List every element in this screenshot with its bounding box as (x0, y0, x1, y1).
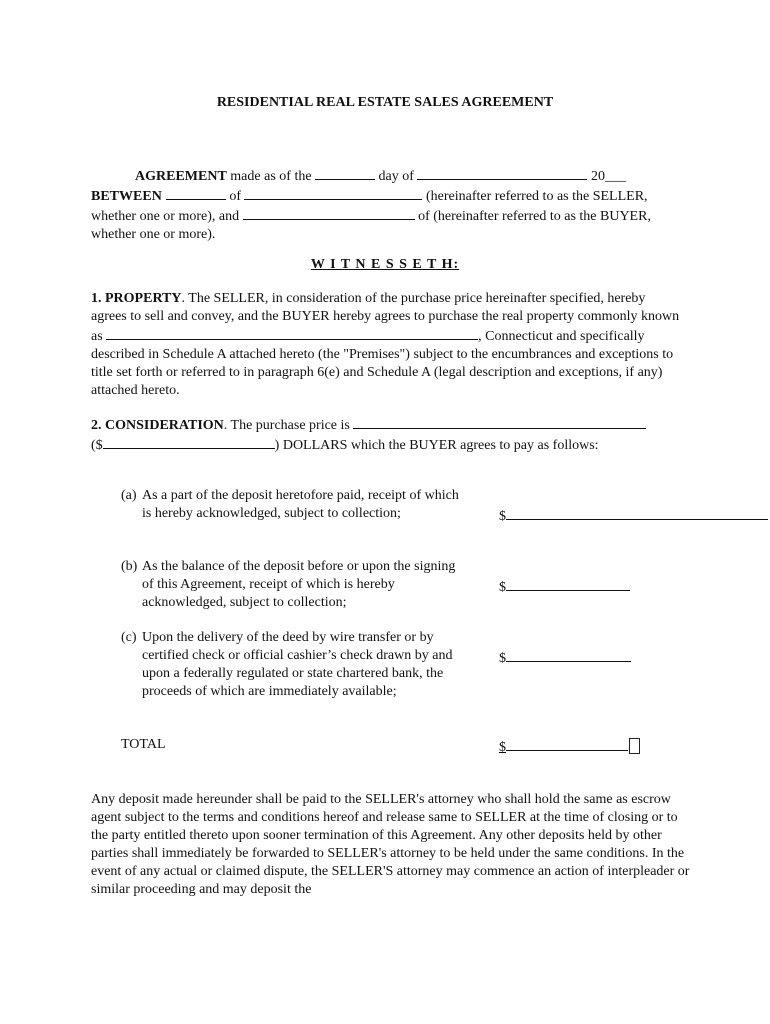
seller-address-blank[interactable] (244, 186, 422, 200)
month-blank[interactable] (417, 166, 587, 180)
amount-total: $ (499, 736, 640, 757)
seller-name-blank[interactable] (166, 186, 226, 200)
payment-item-b: (b) As the balance of the deposit before or upon the signing of this Agreement, receipt of which is hereby acknowledged, subject to collection; (121, 559, 456, 610)
amount-c: $ (499, 647, 631, 668)
between-label: BETWEEN (91, 189, 162, 204)
amount-total-blank[interactable] (506, 736, 628, 751)
property-address-blank[interactable] (106, 326, 478, 340)
consideration-heading: 2. CONSIDERATION (91, 418, 224, 433)
amount-a-blank[interactable] (506, 505, 768, 520)
checkbox-icon[interactable] (629, 738, 640, 754)
total-label: TOTAL (121, 737, 166, 752)
purchase-price-words-blank[interactable] (353, 415, 646, 429)
amount-c-blank[interactable] (506, 647, 631, 662)
property-paragraph: 1. PROPERTY. The SELLER, in consideration of the purchase price hereinafter specified, hereby agrees to sell and convey, and the BUYER hereby agrees to purchase the real property commonly known as , Connecticut and specifically described in Schedule A attached hereto (the "Premises") subject to the encumbrances and exceptions to title set forth or referred to in paragraph 6(e) and Schedule A (legal description and exceptions, if any) attached hereto. (91, 291, 680, 398)
consideration-paragraph: 2. CONSIDERATION. The purchase price is ($ ) DOLLARS which the BUYER agrees to pay as follows: (91, 415, 681, 455)
amount-b: $ (499, 576, 630, 597)
amount-a: $ (499, 505, 768, 526)
document-title: RESIDENTIAL REAL ESTATE SALES AGREEMENT (216, 95, 554, 110)
witnesseth-heading: W I T N E S S E T H: (310, 257, 460, 272)
agreement-lead: AGREEMENT (135, 169, 227, 184)
agreement-paragraph: AGREEMENT made as of the day of 20___ BETWEEN of (hereinafter referred to as the SELLER, whether one or more), and of (hereinafter referred to as the BUYER, whether one or more). (91, 166, 681, 244)
buyer-name-blank[interactable] (243, 206, 415, 220)
payment-item-c: (c) Upon the delivery of the deed by wire transfer or by certified check or official cashier’s check drawn by and upon a federally regulated or state chartered bank, the proceeds of which are immediately available; (121, 630, 453, 699)
deposit-paragraph: Any deposit made hereunder shall be paid to the SELLER's attorney who shall hold the same as escrow agent subject to the terms and conditions hereof and release same to SELLER at the time of closing or to the party entitled thereto upon sooner termination of this Agreement. Any other deposits held by other parties shall immediately be forwarded to SELLER's attorney to be held under the same conditions. In the event of any actual or claimed dispute, the SELLER'S attorney may commence an action of interpleader or similar proceeding and may deposit the (91, 792, 690, 897)
property-heading: 1. PROPERTY (91, 291, 182, 306)
amount-b-blank[interactable] (506, 576, 630, 591)
purchase-price-figure-blank[interactable] (103, 435, 275, 449)
day-blank[interactable] (315, 166, 375, 180)
payment-item-a: (a) As a part of the deposit heretofore paid, receipt of which is hereby acknowledged, subject to collection; (121, 488, 459, 521)
